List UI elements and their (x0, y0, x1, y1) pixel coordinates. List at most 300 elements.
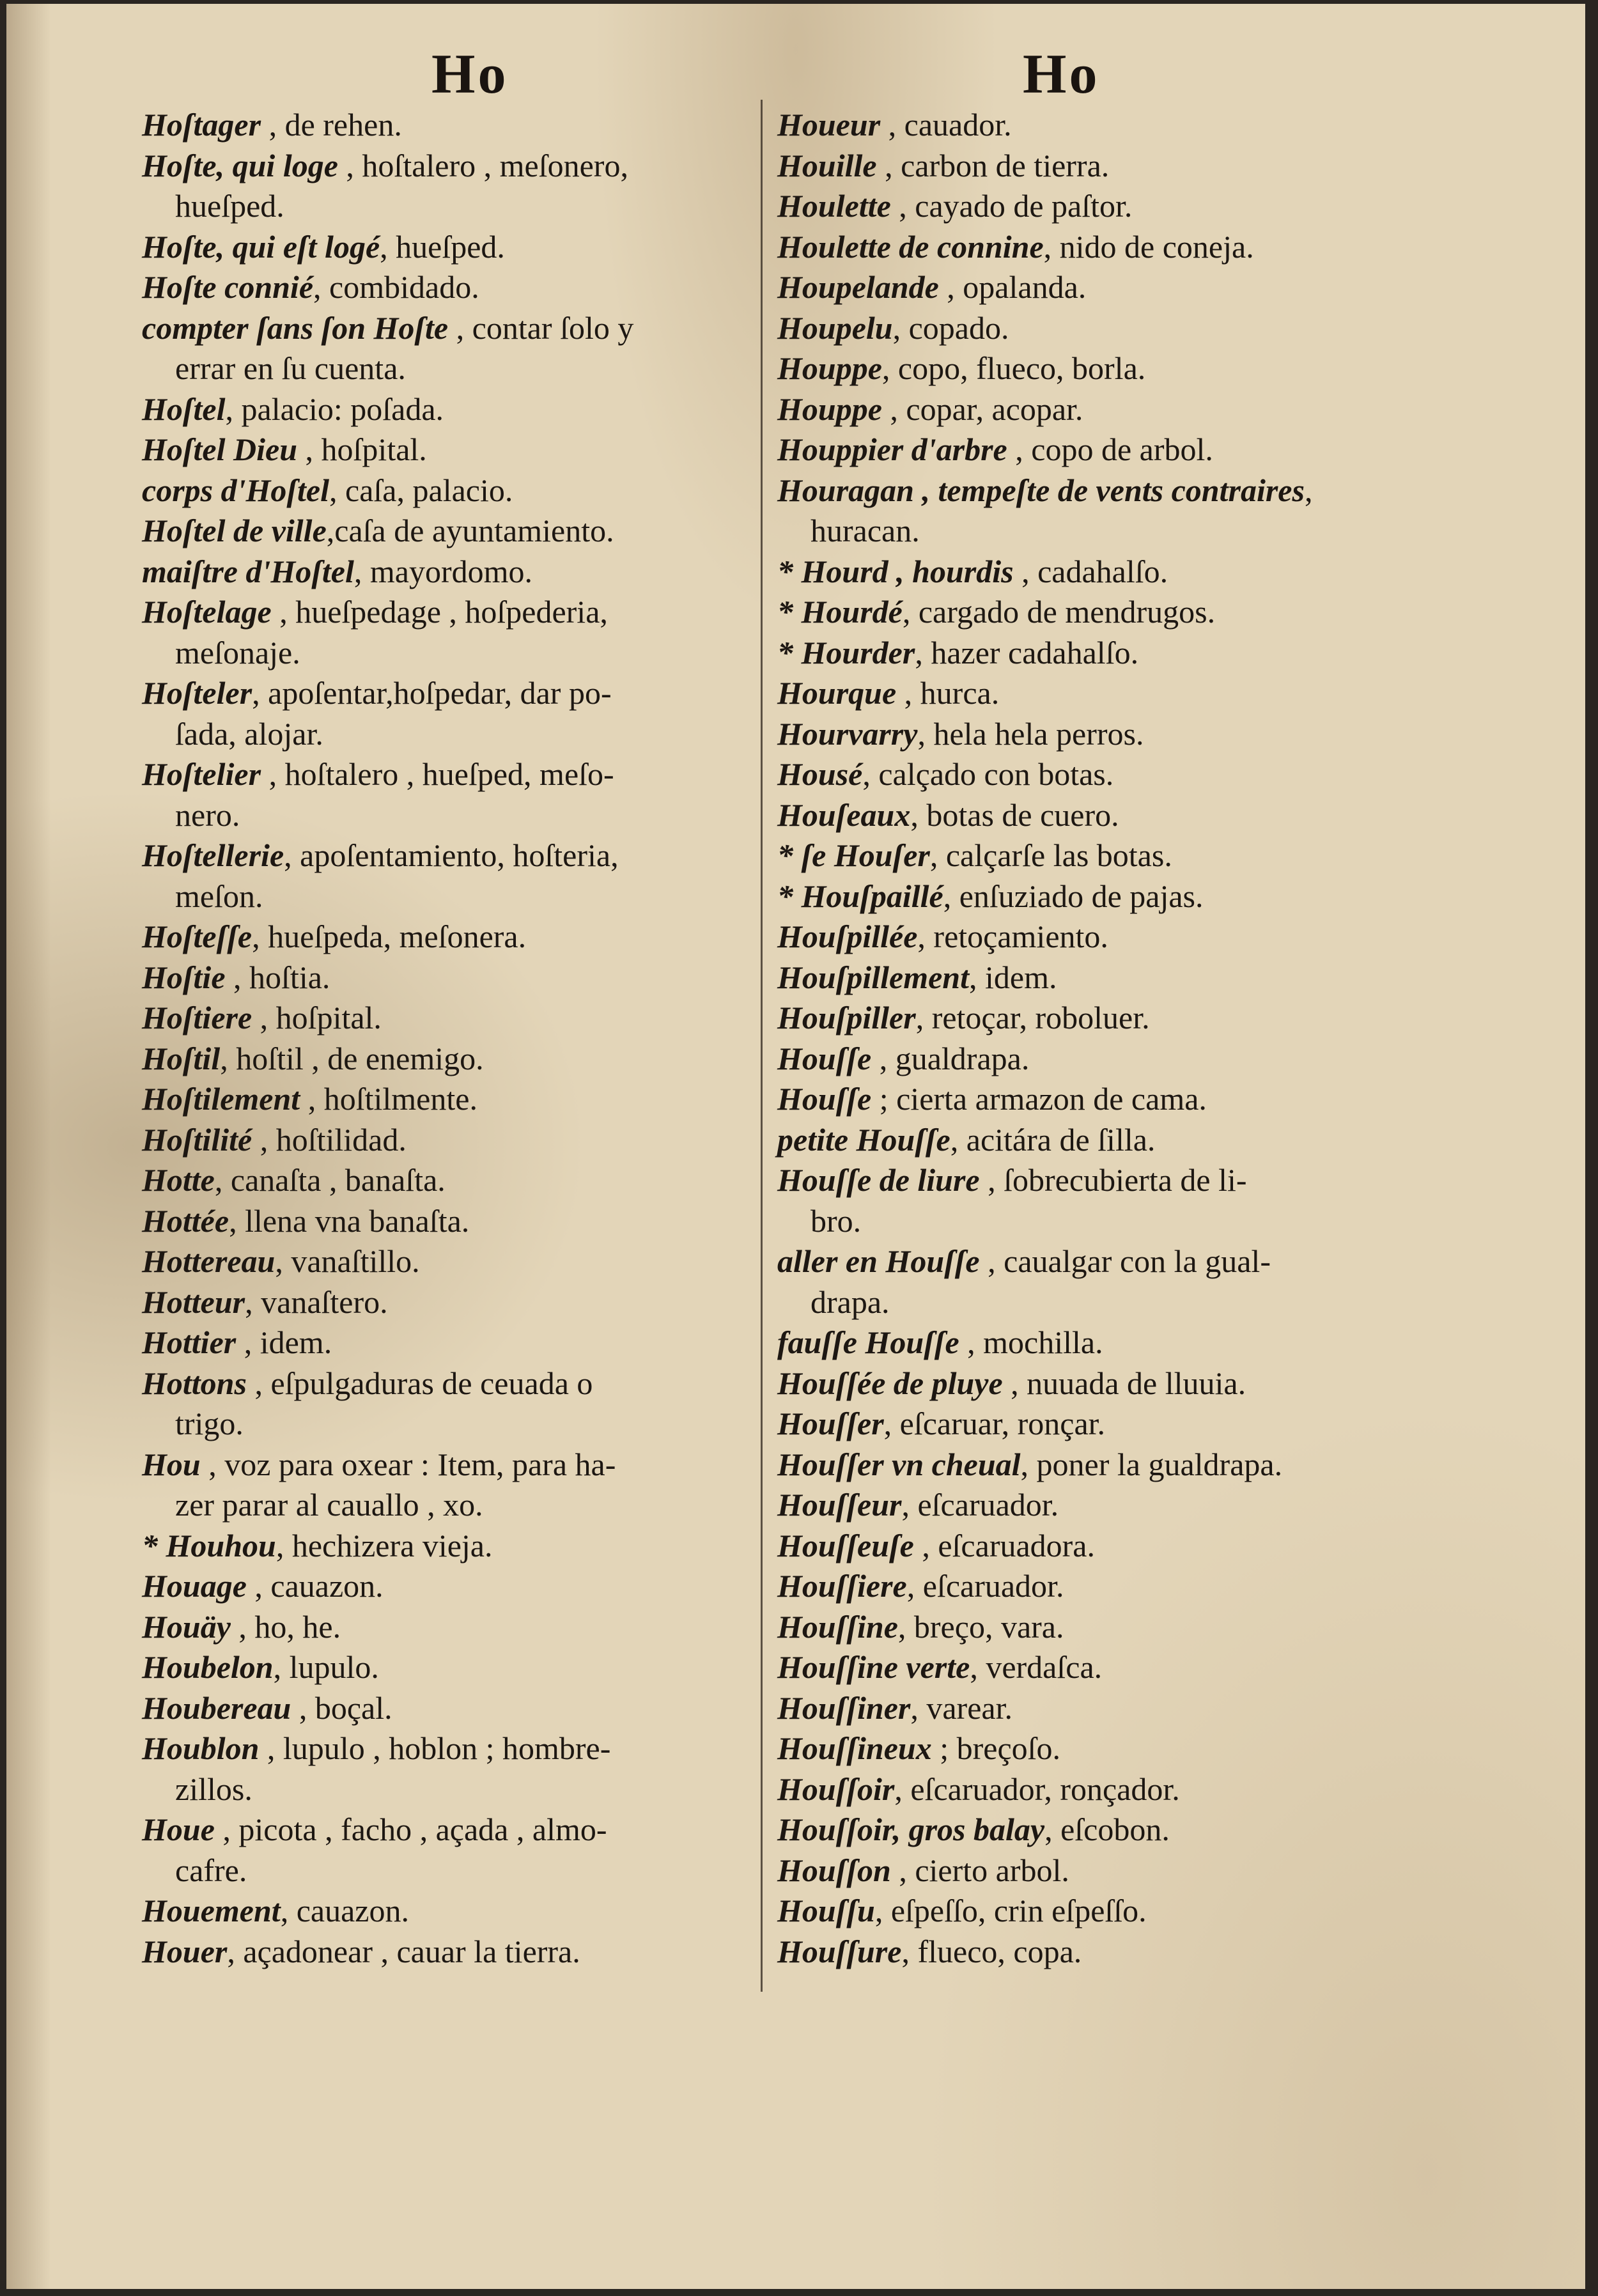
entry-separator: , (246, 1365, 271, 1401)
dictionary-entry (142, 1201, 752, 1242)
dictionary-entry (777, 714, 1455, 755)
dictionary-entry (777, 308, 1455, 349)
entry-headword: Houſſer (777, 1406, 884, 1441)
entry-separator: ; (871, 1081, 897, 1117)
entry-headword: Hottons (142, 1365, 247, 1401)
entry-definition: boçal. (314, 1689, 392, 1726)
dictionary-entry (142, 1526, 752, 1567)
dictionary-entry (777, 1445, 1455, 1485)
entry-definition: hueſpedage , hoſpederia, (295, 594, 608, 630)
entry-definition: palacio: poſada. (241, 391, 444, 427)
dictionary-entry (777, 1120, 1455, 1161)
entry-headword: Houblon (142, 1730, 260, 1766)
entry-definition: hoſtilmente. (323, 1081, 477, 1117)
dictionary-entry (142, 1079, 752, 1120)
entry-continuation: drapa. (811, 1284, 890, 1320)
entry-definition: apoſentar,hoſpedar, dar po- (268, 675, 612, 711)
dictionary-entry (142, 1323, 752, 1363)
entry-headword: Houppe (777, 391, 882, 427)
entry-definition: hoſpital. (275, 1000, 382, 1036)
entry-separator: , (448, 309, 472, 346)
dictionary-entry (777, 835, 1455, 876)
entry-separator: , (214, 1162, 231, 1198)
column-divider (761, 100, 763, 1992)
entry-headword: Houſſine verte (777, 1649, 970, 1685)
entry-headword: Houſſeuſe (777, 1527, 914, 1563)
entry-definition: eſcaruador, ronçador. (910, 1771, 1180, 1807)
dictionary-entry (142, 1607, 752, 1648)
entry-definition: eſcaruador. (922, 1568, 1064, 1604)
entry-headword: Houſſine (777, 1608, 898, 1645)
dictionary-entry (777, 1363, 1455, 1404)
entry-headword: Houppe (777, 350, 882, 386)
entry-separator: , (259, 1730, 283, 1766)
dictionary-entry (777, 389, 1455, 430)
entry-definition: eſcobon. (1060, 1811, 1170, 1847)
dictionary-entry (142, 1160, 752, 1201)
entry-definition: cayado de paſtor. (915, 188, 1133, 224)
entry-definition: apoſentamiento, hoſteria, (300, 837, 619, 873)
entry-headword: Houſſineux (777, 1730, 932, 1766)
entry-definition: cadahalſo. (1037, 553, 1168, 589)
entry-definition: llena vna banaſta. (245, 1202, 470, 1239)
entry-headword: Hoſte, qui loge (142, 147, 338, 183)
entry-headword: Hourvarry (777, 715, 918, 752)
entry-headword: Hourque (777, 675, 897, 711)
entry-definition: nido de coneja. (1059, 228, 1254, 265)
entry-definition: breçoſo. (956, 1730, 1061, 1766)
entry-headword: Hotteur (142, 1284, 245, 1320)
entry-continuation: meſonaje. (175, 634, 300, 671)
dictionary-entry (777, 1485, 1455, 1526)
entry-definition: cauazon. (296, 1893, 409, 1928)
dictionary-entry (142, 1241, 752, 1282)
entry-definition: eſpulgaduras de ceuada o (270, 1365, 593, 1401)
entry-headword: Houſſe de liure (777, 1162, 980, 1198)
entry-definition: eſcaruador. (917, 1487, 1059, 1523)
entry-separator: , (252, 1121, 276, 1158)
entry-separator: , (883, 1406, 900, 1441)
entry-headword: Hoſtil (142, 1040, 221, 1076)
entry-separator: , (214, 1811, 239, 1847)
dictionary-entry (142, 1688, 752, 1729)
header-right: Ho (1023, 43, 1100, 105)
dictionary-entry (142, 552, 752, 593)
entry-separator: , (876, 147, 901, 183)
entry-separator: , (227, 1933, 244, 1969)
entry-definition: calçado con botas. (878, 756, 1114, 792)
entry-headword: maiſtre d'Hoſtel (142, 553, 354, 589)
entry-headword: Houpelu (777, 309, 893, 346)
entry-definition: caſa, palacio. (345, 472, 513, 508)
dictionary-entry (142, 958, 752, 998)
entry-headword: Hottereau (142, 1243, 275, 1279)
entry-headword: Houlette de connine (777, 228, 1044, 265)
entry-headword: Hoſtie (142, 959, 226, 995)
entry-separator: , (915, 1000, 932, 1036)
dictionary-entry (142, 1810, 752, 1891)
entry-definition: calçarſe las botas. (945, 837, 1172, 873)
entry-continuation: zer parar al cauallo , xo. (175, 1487, 483, 1523)
entry-definition: hazer cadahalſo. (931, 634, 1139, 671)
entry-headword: Housé (777, 756, 863, 792)
dictionary-entry (777, 633, 1455, 674)
entry-separator: , (917, 919, 934, 954)
dictionary-entry (777, 958, 1455, 998)
entry-separator: , (881, 391, 906, 427)
dictionary-page (6, 4, 1585, 2289)
entry-separator: , (252, 675, 268, 711)
dictionary-entry (142, 1566, 752, 1607)
entry-definition: hueſped. (396, 228, 505, 265)
dictionary-entry (777, 146, 1455, 187)
entry-continuation: nero. (175, 796, 240, 833)
entry-headword: aller en Houſſe (777, 1243, 980, 1279)
entry-headword: Hoſtilement (142, 1081, 300, 1117)
entry-separator: , (901, 1487, 918, 1523)
entry-separator: , (200, 1446, 225, 1482)
entry-definition: poner la gualdrapa. (1036, 1446, 1283, 1482)
dictionary-entry (142, 1932, 752, 1973)
entry-separator: , (979, 1162, 1004, 1198)
entry-headword: Hou (142, 1446, 201, 1482)
entry-continuation: trigo. (175, 1406, 244, 1441)
entry-headword: Hotte (142, 1162, 215, 1198)
dictionary-entry (777, 795, 1455, 836)
entry-headword: Houſſu (777, 1893, 875, 1928)
entry-headword: Hottier (142, 1324, 237, 1360)
dictionary-entry (142, 1445, 752, 1526)
entry-definition: hoſtilidad. (275, 1121, 407, 1158)
entry-headword: fauſſe Houſſe (777, 1324, 959, 1360)
entry-definition: gualdrapa. (895, 1040, 1030, 1076)
entry-separator: , (1044, 1811, 1061, 1847)
entry-separator: , (881, 350, 898, 386)
dictionary-entry (142, 835, 752, 917)
entry-definition: hela hela perros. (933, 715, 1144, 752)
entry-headword: Houſſeur (777, 1487, 902, 1523)
entry-definition: hoſtia. (249, 959, 330, 995)
entry-separator: , (275, 1243, 291, 1279)
entry-definition: hechizera vieja. (291, 1527, 493, 1563)
entry-definition: copar, acopar. (906, 391, 1083, 427)
entry-headword: Houragan , tempeſte de vents contraires (777, 472, 1305, 508)
entry-continuation: errar en ſu cuenta. (175, 350, 406, 386)
entry-separator: , (894, 1771, 911, 1807)
dictionary-entry (777, 552, 1455, 593)
entry-definition: eſcaruar, ronçar. (899, 1406, 1106, 1441)
entry-separator: , (1002, 1365, 1027, 1401)
dictionary-entry (777, 1769, 1455, 1810)
entry-definition: hurca. (920, 675, 1000, 711)
entry-headword: Hoſtilité (142, 1121, 252, 1158)
entry-separator: , (220, 1040, 237, 1076)
entry-headword: compter ſans ſon Hoſte (142, 309, 449, 346)
entry-separator: , (225, 391, 242, 427)
entry-headword: Houſſiere (777, 1568, 907, 1604)
entry-headword: Houage (142, 1568, 247, 1604)
dictionary-entry (777, 1647, 1455, 1688)
entry-definition: hoſtalero , hueſped, meſo- (284, 756, 614, 792)
entry-separator: , (880, 107, 904, 143)
dictionary-entry (142, 917, 752, 958)
dictionary-entry (142, 673, 752, 754)
dictionary-entry (777, 1160, 1455, 1241)
dictionary-entry (777, 1323, 1455, 1363)
entry-separator: , (229, 1202, 245, 1239)
entry-separator: , (862, 756, 879, 792)
entry-separator: , (917, 715, 934, 752)
dictionary-entry (777, 1810, 1455, 1850)
entry-separator: , (915, 634, 931, 671)
entry-headword: * Hourd , hourdis (777, 553, 1014, 589)
dictionary-entry (142, 105, 752, 146)
dictionary-entry (777, 1079, 1455, 1120)
entry-headword: Houſpillée (777, 919, 918, 954)
entry-headword: Houpelande (777, 269, 939, 305)
entry-headword: Houſſée de pluye (777, 1365, 1003, 1401)
entry-separator: , (236, 1324, 260, 1360)
entry-headword: * Hourder (777, 634, 915, 671)
entry-definition: copado. (908, 309, 1009, 346)
entry-separator: , (297, 431, 322, 467)
entry-definition: retoçar, roboluer. (931, 1000, 1150, 1036)
dictionary-entry (777, 917, 1455, 958)
dictionary-entry (142, 1039, 752, 1080)
entry-headword: Hoſtiere (142, 1000, 252, 1036)
entry-definition: vanaſtillo. (291, 1243, 420, 1279)
entry-headword: Houſſure (777, 1933, 902, 1969)
dictionary-entry (777, 470, 1455, 552)
dictionary-entry (777, 105, 1455, 146)
entry-headword: Hoſtel Dieu (142, 431, 298, 467)
dictionary-entry (777, 1932, 1455, 1973)
entry-separator: , (329, 472, 346, 508)
entry-definition: lupulo. (289, 1649, 379, 1685)
dictionary-entry (142, 1728, 752, 1810)
entry-separator: , (252, 919, 268, 954)
dictionary-entry (777, 1039, 1455, 1080)
entry-headword: Houſſer vn cheual (777, 1446, 1021, 1482)
entry-separator: , (874, 1893, 891, 1928)
entry-definition: carbon de tierra. (901, 147, 1110, 183)
entry-definition: açadonear , cauar la tierra. (243, 1933, 580, 1969)
entry-headword: Hoſtel de ville (142, 513, 327, 548)
entry-definition: verdaſca. (986, 1649, 1103, 1685)
entry-definition: canaſta , banaſta. (230, 1162, 446, 1198)
entry-headword: Houer (142, 1933, 228, 1969)
entry-headword: Houbereau (142, 1689, 291, 1726)
entry-separator: , (901, 1933, 918, 1969)
dictionary-entry (777, 1526, 1455, 1567)
dictionary-entry (777, 592, 1455, 633)
dictionary-entry (142, 1647, 752, 1688)
entry-definition: idem. (985, 959, 1057, 995)
entry-definition: hoſpital. (321, 431, 427, 467)
running-header (6, 31, 1585, 105)
dictionary-entry (142, 592, 752, 673)
dictionary-entry (777, 430, 1455, 470)
entry-headword: Houbelon (142, 1649, 274, 1685)
entry-headword: * Hourdé (777, 594, 903, 630)
entry-headword: * ſe Houſer (777, 837, 930, 873)
entry-separator: , (300, 1081, 324, 1117)
entry-separator: , (979, 1243, 1004, 1279)
entry-separator: , (261, 756, 285, 792)
dictionary-entry (777, 998, 1455, 1039)
entry-definition: caſa de ayuntamiento. (334, 513, 614, 548)
entry-definition: cargado de mendrugos. (918, 594, 1216, 630)
entry-separator: , (871, 1040, 896, 1076)
entry-definition: breço, vara. (913, 1608, 1064, 1645)
entry-headword: Houille (777, 147, 877, 183)
entry-separator: , (890, 188, 915, 224)
dictionary-entry (777, 1728, 1455, 1769)
dictionary-entry (777, 754, 1455, 795)
header-left: Ho (431, 43, 509, 105)
entry-separator: , (246, 1568, 271, 1604)
right-column (777, 105, 1455, 1972)
entry-headword: Houſpillement (777, 959, 969, 995)
entry-separator: , (943, 878, 959, 914)
dictionary-entry (777, 1891, 1455, 1932)
dictionary-entry (777, 227, 1455, 268)
entry-separator: , (969, 959, 985, 995)
entry-continuation: meſon. (175, 878, 263, 914)
entry-headword: Hoſtelier (142, 756, 261, 792)
entry-headword: Houeur (777, 107, 881, 143)
entry-separator: , (910, 1689, 927, 1726)
entry-separator: , (380, 228, 396, 265)
entry-definition: cauazon. (270, 1568, 384, 1604)
entry-definition: contar ſolo y (472, 309, 634, 346)
entry-separator: , (1013, 553, 1038, 589)
entry-definition: voz para oxear : Item, para ha- (224, 1446, 616, 1482)
entry-headword: Houſpiller (777, 1000, 916, 1036)
entry-separator: , (1304, 472, 1313, 508)
entry-definition: idem. (260, 1324, 332, 1360)
entry-headword: * Houhou (142, 1527, 276, 1563)
dictionary-entry (142, 754, 752, 835)
entry-separator: , (938, 269, 963, 305)
entry-headword: Houement (142, 1893, 281, 1928)
entry-separator: , (271, 594, 296, 630)
entry-headword: Houſſe (777, 1081, 872, 1117)
entry-separator: , (225, 959, 250, 995)
dictionary-entry (142, 146, 752, 227)
entry-headword: Houe (142, 1811, 215, 1847)
entry-definition: mayordomo. (369, 553, 533, 589)
entry-definition: flueco, copa. (917, 1933, 1082, 1969)
entry-separator: , (284, 837, 300, 873)
entry-separator: , (902, 594, 919, 630)
entry-separator: , (910, 796, 927, 833)
entry-definition: cierta armazon de cama. (896, 1081, 1207, 1117)
entry-separator: , (970, 1649, 986, 1685)
entry-separator: , (353, 553, 370, 589)
dictionary-entry (142, 227, 752, 268)
dictionary-entry (142, 1120, 752, 1161)
dictionary-entry (142, 1282, 752, 1323)
dictionary-entry (777, 1850, 1455, 1891)
dictionary-entry (142, 998, 752, 1039)
entry-definition: de rehen. (284, 107, 402, 143)
entry-headword: Hoſteler (142, 675, 252, 711)
entry-headword: petite Houſſe (777, 1121, 950, 1158)
entry-separator: , (913, 1527, 938, 1563)
dictionary-entry (777, 876, 1455, 917)
entry-separator: , (273, 1649, 290, 1685)
dictionary-entry (777, 1688, 1455, 1729)
entry-headword: Hoſtellerie (142, 837, 284, 873)
dictionary-entry (777, 673, 1455, 714)
dictionary-entry (142, 389, 752, 430)
entry-definition: hoſtalero , meſonero, (362, 147, 628, 183)
entry-definition: enſuziado de pajas. (959, 878, 1204, 914)
entry-headword: Hoſteſſe (142, 919, 252, 954)
entry-headword: Hoſtager (142, 107, 261, 143)
entry-definition: botas de cuero. (926, 796, 1119, 833)
dictionary-entry (777, 1607, 1455, 1648)
entry-separator: , (959, 1324, 984, 1360)
entry-headword: Houſſoir, gros balay (777, 1811, 1045, 1847)
left-column (142, 105, 752, 1972)
entry-definition: picota , facho , açada , almo- (238, 1811, 607, 1847)
entry-definition: mochilla. (983, 1324, 1103, 1360)
dictionary-entry (142, 267, 752, 308)
entry-separator: , (313, 269, 330, 305)
entry-definition: varear. (926, 1689, 1012, 1726)
entry-headword: Houſſe (777, 1040, 872, 1076)
entry-separator: , (892, 309, 909, 346)
entry-definition: hueſpeda, meſonera. (268, 919, 527, 954)
entry-separator: , (326, 513, 335, 548)
entry-separator: , (261, 107, 285, 143)
dictionary-entry (142, 511, 752, 552)
entry-definition: combidado. (329, 269, 479, 305)
entry-headword: Houſſiner (777, 1689, 911, 1726)
entry-separator: , (906, 1568, 923, 1604)
entry-continuation: bro. (811, 1202, 862, 1239)
entry-definition: cierto arbol. (915, 1852, 1069, 1888)
dictionary-entry (142, 430, 752, 470)
entry-headword: Hoſtel (142, 391, 226, 427)
entry-separator: , (896, 675, 920, 711)
entry-definition: acitára de ſilla. (966, 1121, 1156, 1158)
dictionary-entry (142, 1891, 752, 1932)
dictionary-entry (777, 186, 1455, 227)
entry-separator: , (252, 1000, 276, 1036)
entry-headword: * Houſpaillé (777, 878, 943, 914)
entry-definition: ſobrecubierta de li- (1004, 1162, 1247, 1198)
dictionary-entry (777, 267, 1455, 308)
entry-definition: copo de arbol. (1031, 431, 1213, 467)
dictionary-entry (777, 1404, 1455, 1445)
entry-separator: , (291, 1689, 315, 1726)
entry-headword: Hoſte connié (142, 269, 314, 305)
entry-headword: Houäy (142, 1608, 231, 1645)
entry-definition: eſpeſſo, crin eſpeſſo. (890, 1893, 1147, 1928)
entry-continuation: ſada, alojar. (175, 715, 323, 752)
dictionary-entry (142, 470, 752, 511)
entry-definition: hoſtil , de enemigo. (236, 1040, 484, 1076)
entry-separator: , (897, 1608, 914, 1645)
entry-continuation: cafre. (175, 1852, 247, 1888)
entry-definition: caualgar con la gual- (1004, 1243, 1271, 1279)
entry-separator: , (1020, 1446, 1037, 1482)
entry-definition: lupulo , hoblon ; hombre- (283, 1730, 611, 1766)
entry-separator: , (890, 1852, 915, 1888)
